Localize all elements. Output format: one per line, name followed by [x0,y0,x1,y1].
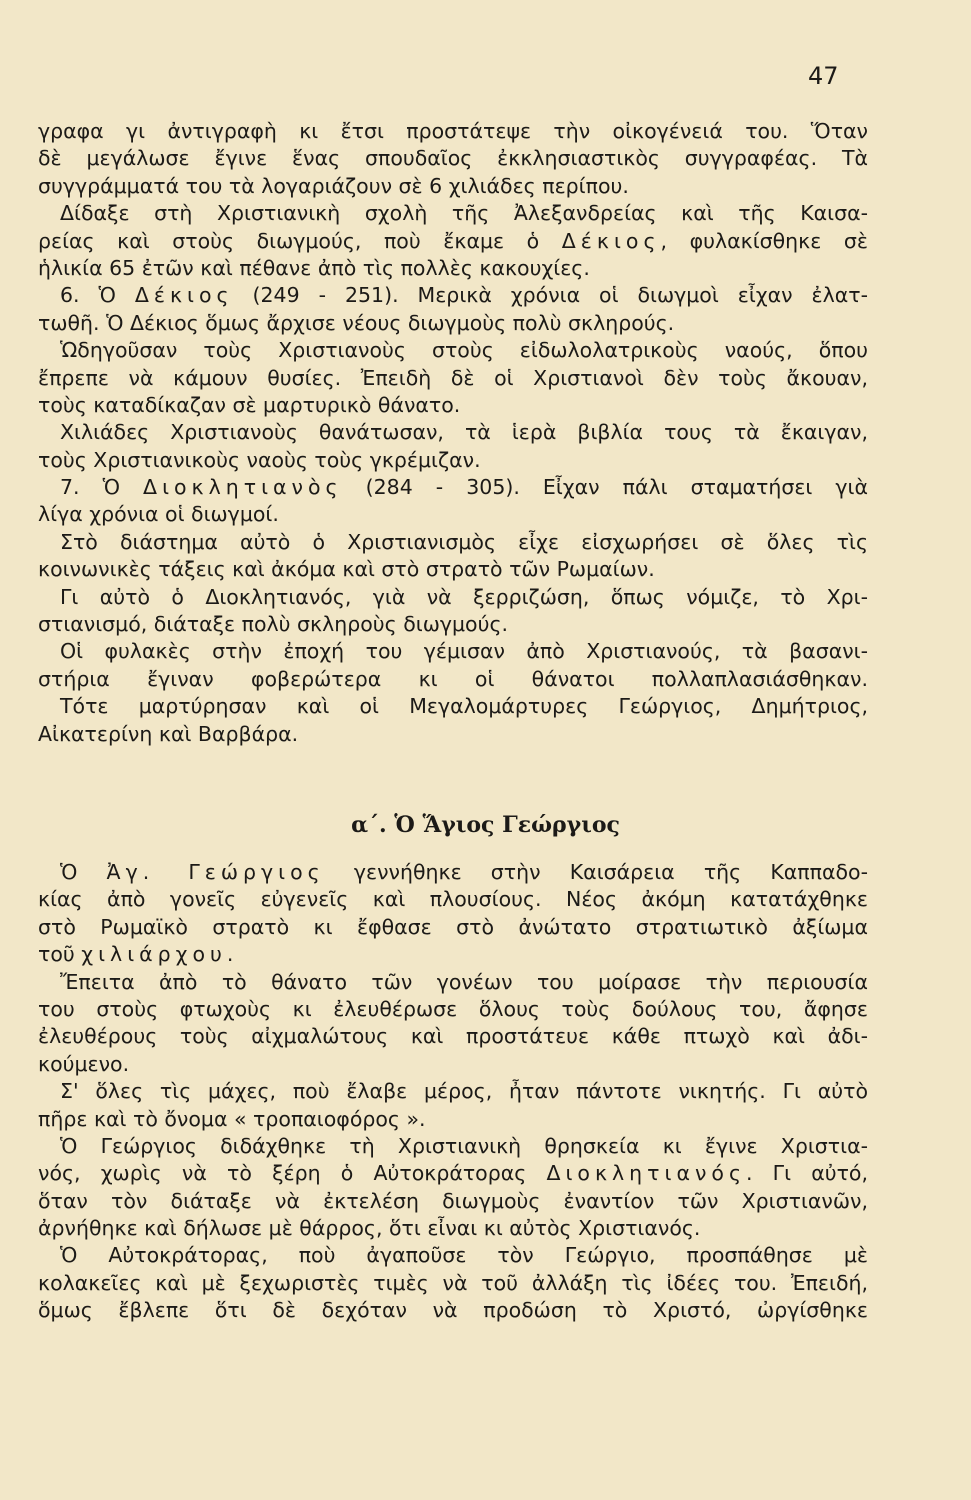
page-number: 47 [808,62,839,90]
text-line: κοινωνικὲς τάξεις καὶ ἀκόμα καὶ στὸ στρατὸ τῶν Ρωμαίων. [38,557,655,582]
text-segment: 7. Ὁ [60,475,120,500]
text-line: κούμενο. [38,1051,130,1076]
text-line: Στὸ διάστημα αὐτὸ ὁ Χριστιανισμὸς εἶχε εἰσχωρήσει σὲ ὅλες τὶς [60,529,868,554]
text-line: ἡλικία 65 ἐτῶν καὶ πέθανε ἀπὸ τὶς πολλὲς κακουχίες. [38,255,590,280]
text-line: τοὺς Χριστιανικοὺς ναοὺς τοὺς γκρέμιζαν. [38,447,481,472]
text-line: δὲ μεγάλωσε ἔγινε ἕνας σπουδαῖος ἐκκλησιαστικὸς συγγραφέας. Τὰ [38,146,868,171]
text-line: λίγα χρόνια οἱ διωγμοί. [38,502,279,527]
text-line: τοὺς καταδίκαζαν σὲ μαρτυρικὸ θάνατο. [38,392,461,417]
section-one-text [38,118,868,748]
text-segment: , φυλακίσθηκε σὲ [660,228,868,253]
text-line: ἔπρεπε νὰ κάμουν θυσίες. Ἐπειδὴ δὲ οἱ Χριστιανοὶ δὲν τοὺς ἄκουαν, [38,365,868,390]
text-line: συγγράμματά του τὰ λογαριάζουν σὲ 6 χιλιάδες περίπου. [38,173,629,198]
text-segment: γεννήθηκε στὴν Καισάρεια τῆς Καππαδο- [324,860,868,884]
text-line: στὸ Ρωμαϊκὸ στρατὸ κι ἔφθασε στὸ ἀνώτατο στρατιωτικὸ ἀξίωμα [38,914,868,939]
text-line: Χιλιάδες Χριστιανοὺς θανάτωσαν, τὰ ἱερὰ βιβλία τους τὰ ἔκαιγαν, [60,420,868,445]
text-line: κολακεῖες καὶ μὲ ξεχωριστὲς τιμὲς νὰ τοῦ ἀλλάξη τὶς ἰδέες του. Ἐπειδή, [38,1270,868,1295]
text-segment: (284 - 305). Εἶχαν πάλι σταματήσει γιὰ [342,475,868,500]
text-line: ὅταν τὸν διάταξε νὰ ἐκτελέση διωγμοὺς ἐναντίον τῶν Χριστιανῶν, [38,1188,868,1213]
text-segment: νός, χωρὶς νὰ τὸ ξέρη ὁ Αὐτοκράτορας [38,1161,527,1186]
text-line: Ὡδηγοῦσαν τοὺς Χριστιανοὺς στοὺς εἰδωλολατρικοὺς ναούς, ὅπου [60,338,868,363]
text-segment: Ὁ [60,860,78,884]
text-line: Σ' ὅλες τὶς μάχες, ποὺ ἔλαβε μέρος, ἦταν πάντοτε νικητής. Γι αὐτὸ [60,1079,868,1104]
text-line: πῆρε καὶ τὸ ὄνομα « τροπαιοφόρος ». [38,1106,426,1131]
text-line: Γι αὐτὸ ὁ Διοκλητιανός, γιὰ νὰ ξερριζώση, ὅπως νόμιζε, τὸ Χρι- [60,584,868,609]
emphasized-name: Διοκλητιανὸς [143,475,343,500]
text-segment: . Γι αὐτό, [746,1161,868,1186]
text-line: Οἱ φυλακὲς στὴν ἐποχή του γέμισαν ἀπὸ Χριστιανούς, τὰ βασανι- [60,639,868,664]
text-line [38,859,868,886]
text-line [38,941,868,968]
text-segment: ρείας καὶ στοὺς διωγμούς, ποὺ ἔκαμε ὁ [38,228,540,253]
section-two-text [38,859,868,1325]
text-line: ἐλευθέρους τοὺς αἰχμαλώτους καὶ προστάτευε κάθε πτωχὸ καὶ ἀδι- [38,1024,868,1049]
text-line: Τότε μαρτύρησαν καὶ οἱ Μεγαλομάρτυρες Γεώργιος, Δημήτριος, [60,694,868,719]
text-line: στήρια ἔγιναν φοβερώτερα κι οἱ θάνατοι πολλαπλασιάσθηκαν. [38,666,868,691]
text-line: Δίδαξε στὴ Χριστιανικὴ σχολὴ τῆς Ἀλεξανδρείας καὶ τῆς Καισα- [60,201,868,226]
text-line [38,474,868,501]
text-segment: (249 - 251). Μερικὰ χρόνια οἱ διωγμοὶ εἶχαν ἐλατ- [233,283,868,308]
emphasized-name: Διοκλητιανός [546,1161,746,1186]
text-segment: τοῦ [38,942,75,967]
text-line: του στοὺς φτωχοὺς κι ἐλευθέρωσε ὅλους τοὺς δούλους του, ἄφησε [38,996,868,1021]
text-line: γραφα γι ἀντιγραφὴ κι ἔτσι προστάτεψε τὴν οἰκογένειά του. Ὅταν [38,119,868,143]
text-line [38,228,868,255]
text-line [38,282,868,309]
section-heading: α΄. Ὁ Ἅγιος Γεώργιος [351,812,620,838]
text-line: Ἔπειτα ἀπὸ τὸ θάνατο τῶν γονέων του μοίρασε τὴν περιουσία [60,969,868,994]
text-line [38,1160,868,1187]
text-line: ὅμως ἔβλεπε ὅτι δὲ δεχόταν νὰ προδώση τὸ Χριστό, ὠργίσθηκε [38,1298,868,1323]
emphasized-name: Δέκιος [561,228,661,253]
text-segment: . [226,942,234,967]
text-line: Ὁ Αὐτοκράτορας, ποὺ ἀγαποῦσε τὸν Γεώργιο, προσπάθησε μὲ [60,1243,868,1268]
text-line: Αἰκατερίνη καὶ Βαρβάρα. [38,721,299,746]
text-line: Ὁ Γεώργιος διδάχθηκε τὴ Χριστιανικὴ θρησκεία κι ἔγινε Χριστια- [60,1133,868,1158]
emphasized-title: χιλιάρχου [81,942,227,967]
text-line: τωθῆ. Ὁ Δέκιος ὅμως ἄρχισε νέους διωγμοὺς πολὺ σκληρούς. [38,310,675,335]
text-segment: 6. Ὁ [60,283,116,308]
emphasized-name: Ἀγ. Γεώργιος [106,860,325,884]
text-line: ἀρνήθηκε καὶ δήλωσε μὲ θάρρος, ὅτι εἶναι κι αὐτὸς Χριστιανός. [38,1216,701,1241]
text-line: κίας ἀπὸ γονεῖς εὐγενεῖς καὶ πλουσίους. Νέος ἀκόμη κατατάχθηκε [38,887,868,912]
text-line: στιανισμό, διάταξε πολὺ σκληροὺς διωγμούς. [38,612,508,637]
emphasized-name: Δέκιος [134,283,234,308]
